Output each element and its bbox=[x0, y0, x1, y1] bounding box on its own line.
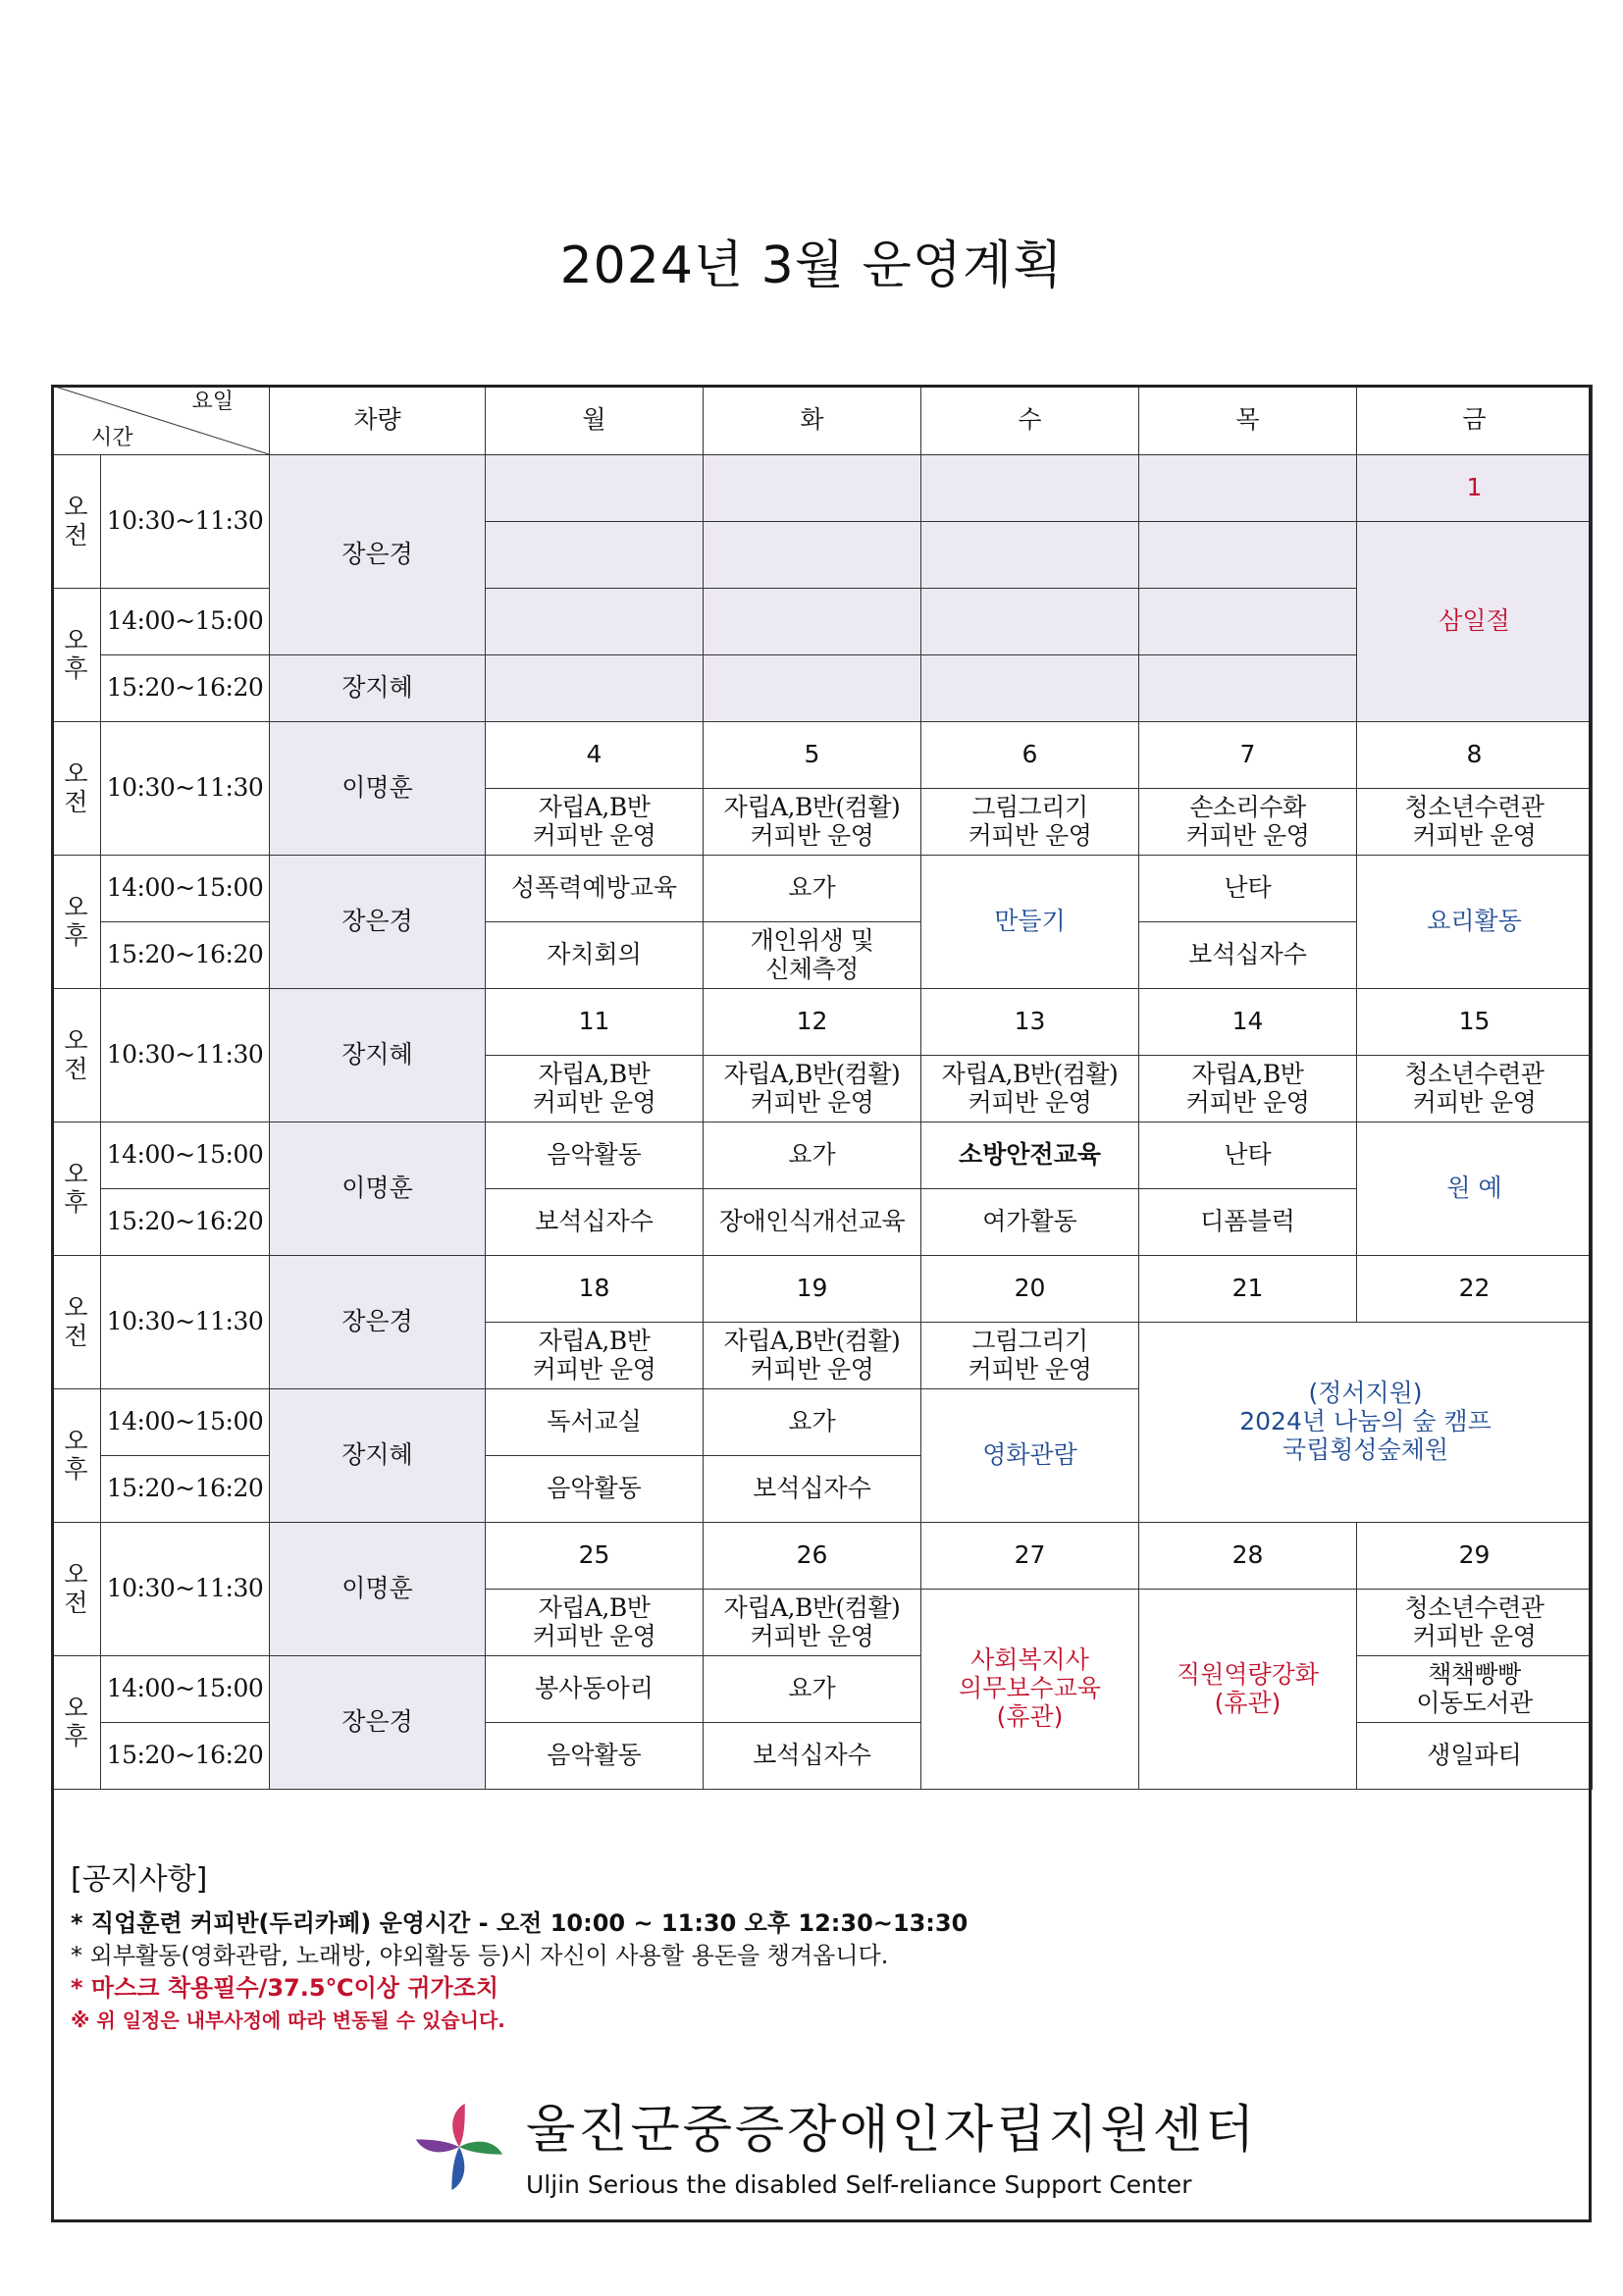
driver-pm: 이명훈 bbox=[270, 1122, 486, 1256]
time-pm1: 14:00~15:00 bbox=[101, 1389, 270, 1456]
activity-cell: 장애인식개선교육 bbox=[704, 1189, 921, 1256]
activity-cell-large: 영화관람 bbox=[921, 1389, 1139, 1523]
time-pm2: 15:20~16:20 bbox=[101, 1456, 270, 1523]
activity-cell: 독서교실 bbox=[486, 1389, 704, 1456]
time-am: 10:30~11:30 bbox=[101, 722, 270, 856]
day-header-tue: 화 bbox=[704, 386, 921, 455]
activity-cell: 난타 bbox=[1139, 1122, 1357, 1189]
activity-cell: 자립A,B반(컴활) 커피반 운영 bbox=[704, 1056, 921, 1122]
date-thu: 7 bbox=[1139, 722, 1357, 789]
period-pm: 오 후 bbox=[52, 1389, 101, 1523]
activity-cell: 자립A,B반(컴활) 커피반 운영 bbox=[704, 789, 921, 856]
activity-cell: 자립A,B반(컴활) 커피반 운영 bbox=[704, 1323, 921, 1389]
activity-cell: 음악활동 bbox=[486, 1456, 704, 1523]
activity-cell-large: 요리활동 bbox=[1357, 856, 1593, 989]
activity-cell: 요가 bbox=[704, 1389, 921, 1456]
date-wed: 20 bbox=[921, 1256, 1139, 1323]
activity-cell: 성폭력예방교육 bbox=[486, 856, 704, 922]
time-pm2: 15:20~16:20 bbox=[101, 1723, 270, 1790]
notice-line: * 마스크 착용필수/37.5℃이상 귀가조치 bbox=[71, 1974, 499, 2002]
period-am: 오 전 bbox=[52, 989, 101, 1122]
date-tue: 26 bbox=[704, 1523, 921, 1590]
date-fri: 22 bbox=[1357, 1256, 1593, 1323]
driver-am: 이명훈 bbox=[270, 1523, 486, 1656]
time-am: 10:30~11:30 bbox=[101, 1523, 270, 1656]
organization-name-en: Uljin Serious the disabled Self-reliance Support Center bbox=[526, 2170, 1192, 2199]
date-mon: 4 bbox=[486, 722, 704, 789]
date-thu: 28 bbox=[1139, 1523, 1357, 1590]
date-mon: 25 bbox=[486, 1523, 704, 1590]
activity-cell: 소방안전교육 bbox=[921, 1122, 1139, 1189]
activity-cell: 보석십자수 bbox=[1139, 922, 1357, 989]
closure-event: 직원역량강화 (휴관) bbox=[1139, 1590, 1357, 1790]
activity-cell: 청소년수련관 커피반 운영 bbox=[1357, 789, 1593, 856]
time-pm1: 14:00~15:00 bbox=[101, 589, 270, 655]
activity-cell: 난타 bbox=[1139, 856, 1357, 922]
activity-cell-large: 원 예 bbox=[1357, 1122, 1593, 1256]
vehicle-header: 차량 bbox=[270, 386, 486, 455]
page-title: 2024년 3월 운영계획 bbox=[559, 236, 1064, 295]
period-pm: 오 후 bbox=[52, 589, 101, 722]
period-am: 오 전 bbox=[52, 1256, 101, 1389]
period-am: 오 전 bbox=[52, 1523, 101, 1656]
activity-cell: 여가활동 bbox=[921, 1189, 1139, 1256]
notice-line: ※ 위 일정은 내부사정에 따라 변동될 수 있습니다. bbox=[71, 2009, 505, 2032]
activity-cell: 자립A,B반 커피반 운영 bbox=[486, 789, 704, 856]
date-fri: 1 bbox=[1357, 455, 1593, 522]
activity-cell: 개인위생 및 신체측정 bbox=[704, 922, 921, 989]
period-pm: 오 후 bbox=[52, 1656, 101, 1790]
day-header-fri: 금 bbox=[1357, 386, 1593, 455]
activity-cell: 청소년수련관 커피반 운영 bbox=[1357, 1056, 1593, 1122]
activity-cell: 요가 bbox=[704, 1656, 921, 1723]
activity-cell: 요가 bbox=[704, 856, 921, 922]
activity-cell: 자립A,B반 커피반 운영 bbox=[486, 1590, 704, 1656]
activity-cell: 음악활동 bbox=[486, 1122, 704, 1189]
notice-title: [공지사항] bbox=[71, 1862, 208, 1897]
notice-line: * 직업훈련 커피반(두리카페) 운영시간 - 오전 10:00 ~ 11:30 오후 12:30~13:30 bbox=[71, 1909, 969, 1937]
time-am: 10:30~11:30 bbox=[101, 989, 270, 1122]
activity-cell: 요가 bbox=[704, 1122, 921, 1189]
closure-event: 사회복지사 의무보수교육 (휴관) bbox=[921, 1590, 1139, 1790]
activity-cell: 그림그리기 커피반 운영 bbox=[921, 1323, 1139, 1389]
activity-cell: 보석십자수 bbox=[486, 1189, 704, 1256]
holiday-label: 삼일절 bbox=[1357, 522, 1593, 722]
camp-event: (정서지원) 2024년 나눔의 숲 캠프 국립횡성숲체원 bbox=[1139, 1323, 1593, 1523]
activity-cell: 자립A,B반 커피반 운영 bbox=[486, 1056, 704, 1122]
activity-cell-large: 만들기 bbox=[921, 856, 1139, 989]
time-pm1: 14:00~15:00 bbox=[101, 1122, 270, 1189]
activity-cell: 음악활동 bbox=[486, 1723, 704, 1790]
activity-cell: 자립A,B반 커피반 운영 bbox=[1139, 1056, 1357, 1122]
date-tue: 12 bbox=[704, 989, 921, 1056]
driver-am: 장지혜 bbox=[270, 989, 486, 1122]
date-mon: 11 bbox=[486, 989, 704, 1056]
date-thu: 21 bbox=[1139, 1256, 1357, 1323]
time-pm2: 15:20~16:20 bbox=[101, 1189, 270, 1256]
driver-pm: 장지혜 bbox=[270, 655, 486, 722]
time-am: 10:30~11:30 bbox=[101, 1256, 270, 1389]
date-wed: 27 bbox=[921, 1523, 1139, 1590]
activity-cell-large: 생일파티 bbox=[1357, 1723, 1593, 1790]
activity-cell: 그림그리기 커피반 운영 bbox=[921, 789, 1139, 856]
day-header-wed: 수 bbox=[921, 386, 1139, 455]
time-pm1: 14:00~15:00 bbox=[101, 1656, 270, 1723]
time-am: 10:30~11:30 bbox=[101, 455, 270, 589]
date-wed: 13 bbox=[921, 989, 1139, 1056]
day-label: 요일 bbox=[191, 390, 234, 414]
date-fri: 8 bbox=[1357, 722, 1593, 789]
date-tue: 5 bbox=[704, 722, 921, 789]
driver-pm: 장지혜 bbox=[270, 1389, 486, 1523]
driver-am: 장은경 bbox=[270, 455, 486, 655]
time-pm2: 15:20~16:20 bbox=[101, 655, 270, 722]
date-mon: 18 bbox=[486, 1256, 704, 1323]
driver-pm: 장은경 bbox=[270, 1656, 486, 1790]
activity-cell: 보석십자수 bbox=[704, 1723, 921, 1790]
driver-pm: 장은경 bbox=[270, 856, 486, 989]
period-pm: 오 후 bbox=[52, 1122, 101, 1256]
driver-am: 이명훈 bbox=[270, 722, 486, 856]
activity-cell: 자립A,B반(컴활) 커피반 운영 bbox=[704, 1590, 921, 1656]
activity-cell: 손소리수화 커피반 운영 bbox=[1139, 789, 1357, 856]
date-tue: 19 bbox=[704, 1256, 921, 1323]
date-wed: 6 bbox=[921, 722, 1139, 789]
activity-cell: 책책빵빵 이동도서관 bbox=[1357, 1656, 1593, 1723]
organization-name: 울진군중증장애인자립지원센터 bbox=[526, 2101, 1258, 2160]
notice-line: * 외부활동(영화관람, 노래방, 야외활동 등)시 자신이 사용할 용돈을 챙겨옵니다. bbox=[71, 1942, 889, 1969]
day-header-mon: 월 bbox=[486, 386, 704, 455]
center-logo bbox=[412, 2100, 506, 2194]
day-header-thu: 목 bbox=[1139, 386, 1357, 455]
date-fri: 15 bbox=[1357, 989, 1593, 1056]
activity-cell: 자치회의 bbox=[486, 922, 704, 989]
activity-cell: 봉사동아리 bbox=[486, 1656, 704, 1723]
activity-cell: 디폼블럭 bbox=[1139, 1189, 1357, 1256]
activity-cell: 청소년수련관 커피반 운영 bbox=[1357, 1590, 1593, 1656]
period-am: 오 전 bbox=[52, 455, 101, 589]
period-pm: 오 후 bbox=[52, 856, 101, 989]
time-pm2: 15:20~16:20 bbox=[101, 922, 270, 989]
date-fri: 29 bbox=[1357, 1523, 1593, 1590]
time-label: 시간 bbox=[91, 425, 133, 450]
activity-cell: 자립A,B반 커피반 운영 bbox=[486, 1323, 704, 1389]
period-am: 오 전 bbox=[52, 722, 101, 856]
time-pm1: 14:00~15:00 bbox=[101, 856, 270, 922]
date-thu: 14 bbox=[1139, 989, 1357, 1056]
activity-cell: 자립A,B반(컴활) 커피반 운영 bbox=[921, 1056, 1139, 1122]
driver-am: 장은경 bbox=[270, 1256, 486, 1389]
activity-cell: 보석십자수 bbox=[704, 1456, 921, 1523]
notice-section bbox=[71, 1854, 1543, 2037]
